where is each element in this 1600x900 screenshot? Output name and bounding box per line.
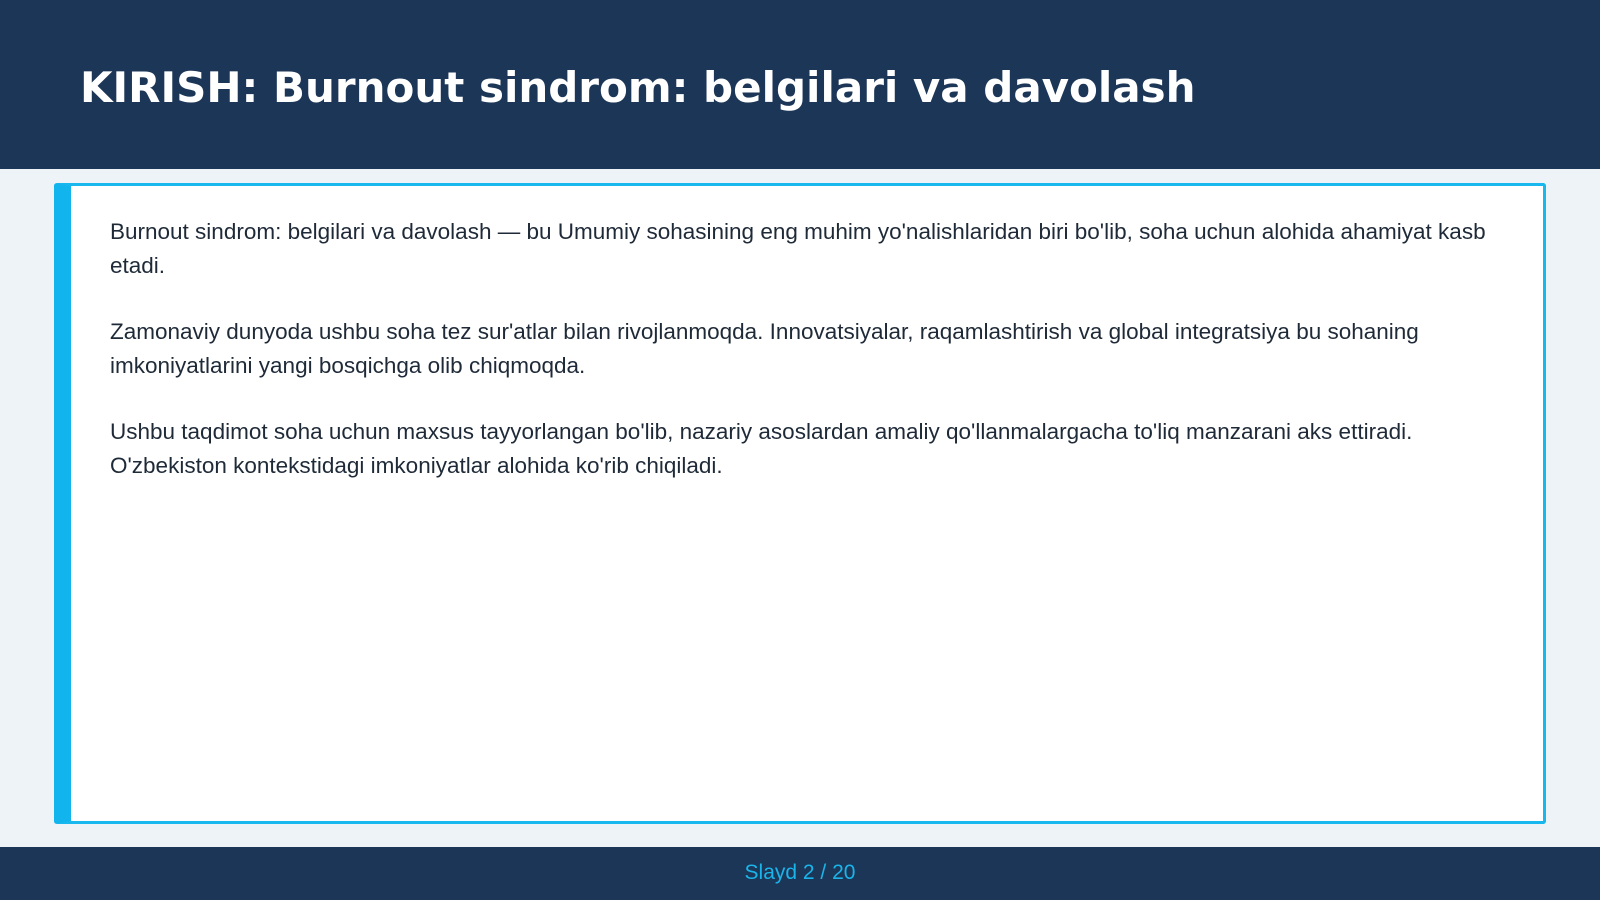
slide-title: KIRISH: Burnout sindrom: belgilari va davolash — [80, 63, 1196, 112]
slide-counter: Slayd 2 / 20 — [744, 861, 856, 884]
context-paragraph: Zamonaviy dunyoda ushbu soha tez sur'atlar bilan rivojlanmoqda. Innovatsiyalar, raqamlashtirish va global integratsiya bu sohaning imkoniyatlarini yangi bosqichga olib chiqmoqda. — [110, 319, 1419, 378]
summary-paragraph: Ushbu taqdimot soha uchun maxsus tayyorlangan bo'lib, nazariy asoslardan amaliy qo'llanmalargacha to'liq manzarani aks ettiradi. O'zbekiston kontekstidagi imkoniyatlar alohida ko'rib chiqiladi. — [110, 419, 1413, 478]
slide-header — [0, 0, 1600, 169]
content-panel — [54, 183, 1546, 824]
slide-footer — [0, 847, 1600, 900]
intro-paragraph: Burnout sindrom: belgilari va davolash — bu Umumiy sohasining eng muhim yo'nalishlaridan biri bo'lib, soha uchun alohida ahamiyat kasb etadi. — [110, 219, 1486, 278]
content-text — [110, 215, 1495, 515]
